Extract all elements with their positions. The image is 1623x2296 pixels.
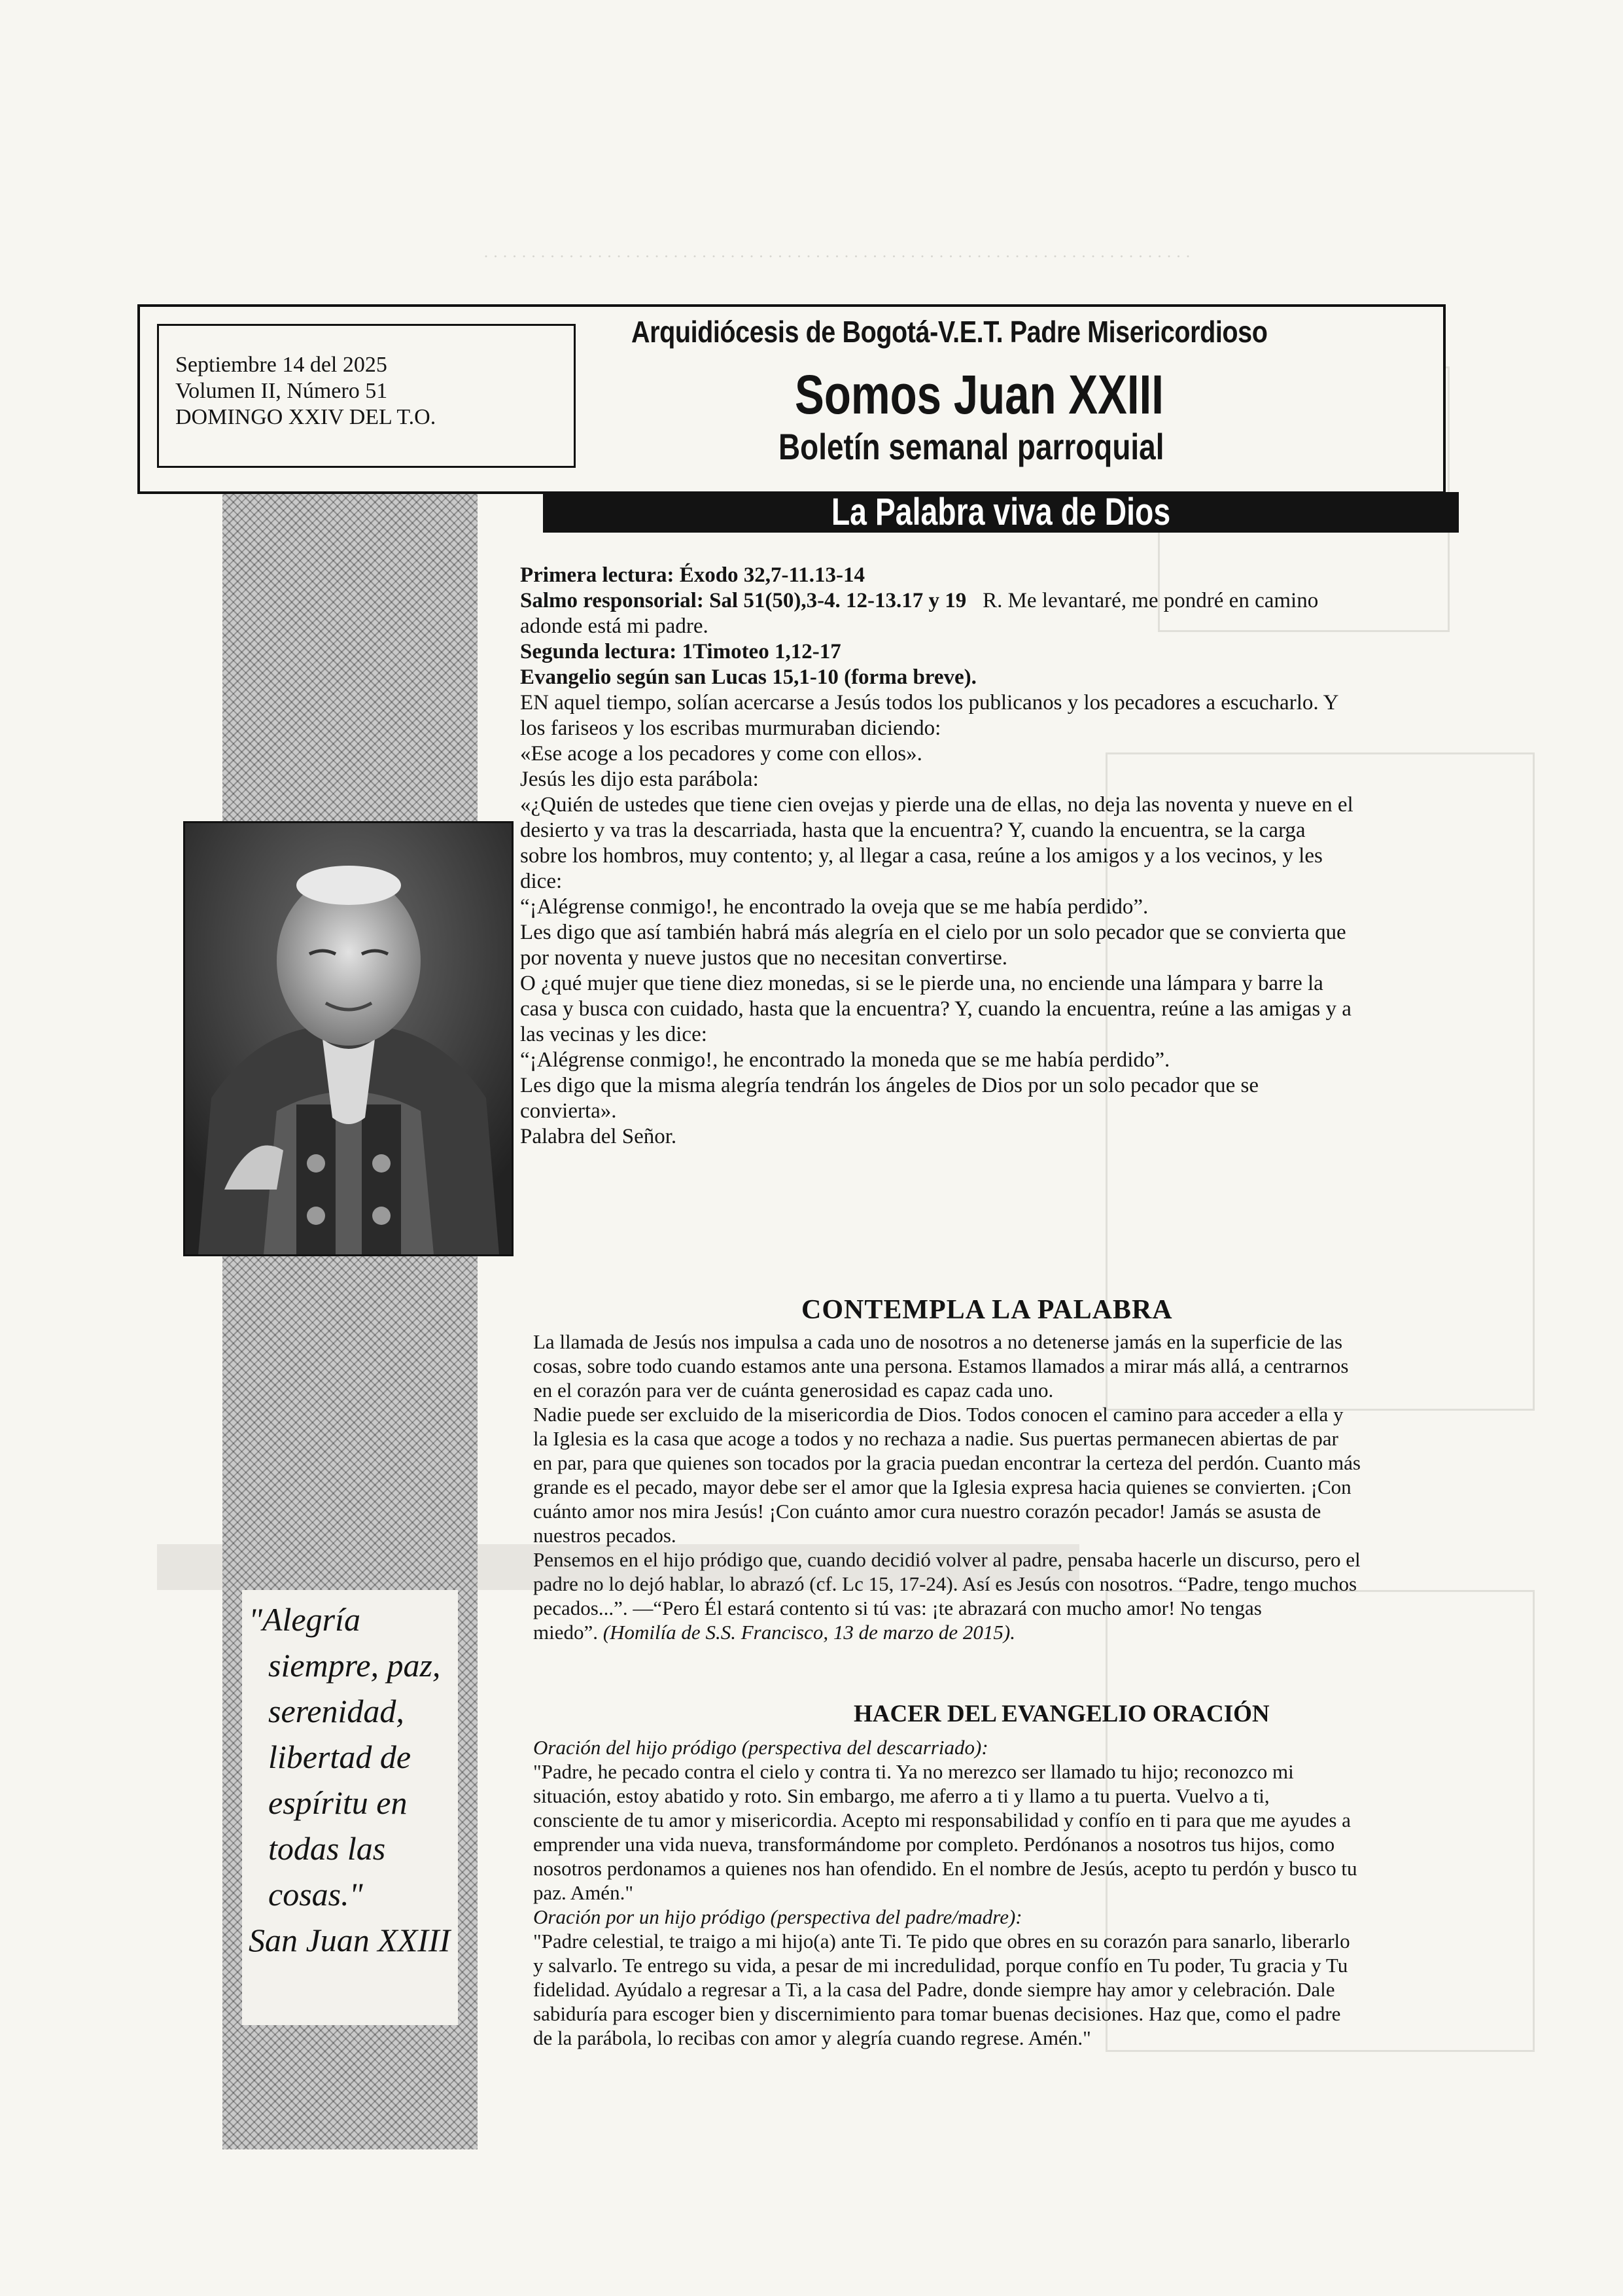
- contempla-line: cosas, sobre todo cuando estamos ante una persona. Estamos llamados a mirar más allá, a centrarnos: [533, 1354, 1349, 1377]
- portrait-photo: [183, 821, 514, 1256]
- gospel-line: “¡Alégrense conmigo!, he encontrado la oveja que se me había perdido”.: [520, 895, 1149, 919]
- quote-author: San Juan XXIII: [249, 1922, 451, 1958]
- gospel-line: «¿Quién de ustedes que tiene cien ovejas y pierde una de ellas, no deja las noventa y nueve en el: [520, 793, 1353, 817]
- quote-line: serenidad,: [268, 1693, 404, 1729]
- bleed-through-text: . . . . . . . . . . . . . . . . . . . . . . . . . . . . . . . . . . . . . . . . . . . . . . . . . . . . . . . . . . . . . . . . . . . . . . . . . . .: [483, 243, 1191, 261]
- palabra-banner-title: La Palabra viva de Dios: [831, 491, 1171, 533]
- pope-quote: [249, 1597, 471, 1963]
- quote-line: todas las: [268, 1830, 386, 1867]
- psalm-response: R. Me levantaré, me pondré en camino: [983, 589, 1319, 612]
- oracion-body: [533, 1735, 1357, 2050]
- contempla-body: [533, 1330, 1361, 1644]
- prayer1-line: paz. Amén.": [533, 1881, 633, 1904]
- gospel-line: desierto y va tras la descarriada, hasta que la encuentra? Y, cuando la encuentra, se la carga: [520, 819, 1306, 842]
- bulletin-title: Somos Juan XXIII: [795, 364, 1164, 425]
- gospel-line: Palabra del Señor.: [520, 1125, 677, 1148]
- psalm-response-cont: adonde está mi padre.: [520, 614, 708, 638]
- gospel-line: las vecinas y les dice:: [520, 1023, 707, 1046]
- gospel-line: casa y busca con cuidado, hasta que la encuentra? Y, cuando la encuentra, reúne a las amigas y a: [520, 997, 1352, 1021]
- contempla-line: Pensemos en el hijo pródigo que, cuando decidió volver al padre, pensaba hacerle un discurso, pero el: [533, 1548, 1361, 1571]
- archdiocese-line: Arquidiócesis de Bogotá-V.E.T. Padre Misericordioso: [631, 315, 1268, 349]
- quote-line: libertad de: [268, 1739, 411, 1775]
- prayer2-line: y salvarlo. Te entrego su vida, a pesar de mi incredulidad, porque confío en Tu poder, Tu gracia y Tu: [533, 1954, 1348, 1977]
- issue-info-box: [157, 324, 576, 468]
- gospel-line: Jesús les dijo esta parábola:: [520, 768, 759, 791]
- readings-section: [520, 563, 1353, 1150]
- contempla-title: CONTEMPLA LA PALABRA: [801, 1295, 1173, 1325]
- contempla-line: nuestros pecados.: [533, 1524, 676, 1547]
- issue-volume: Volumen II, Número 51: [175, 379, 388, 403]
- prayer2-line: "Padre celestial, te traigo a mi hijo(a) ante Ti. Te pido que obres en su corazón para sanarlo, liberarlo: [533, 1930, 1350, 1952]
- quote-line: cosas.": [268, 1876, 363, 1913]
- prayer1-heading: Oración del hijo pródigo (perspectiva del descarriado):: [533, 1736, 988, 1759]
- gospel-line: EN aquel tiempo, solían acercarse a Jesús todos los publicanos y los pecadores a escucharlo. Y: [520, 691, 1339, 715]
- gospel-line: Les digo que así también habrá más alegría en el cielo por un solo pecador que se convierta que: [520, 921, 1346, 944]
- pope-portrait-image: [185, 823, 512, 1254]
- first-reading: Primera lectura: Éxodo 32,7-11.13-14: [520, 563, 865, 587]
- homily-citation: (Homilía de S.S. Francisco, 13 de marzo de 2015).: [602, 1621, 1015, 1644]
- issue-sunday: DOMINGO XXIV DEL T.O.: [175, 405, 436, 429]
- prayer1-line: emprender una vida nueva, transformándome por completo. Perdónanos a nosotros tus hijos, como: [533, 1833, 1335, 1856]
- prayer2-heading: Oración por un hijo pródigo (perspectiva del padre/madre):: [533, 1905, 1022, 1928]
- bulletin-subtitle: Boletín semanal parroquial: [778, 426, 1164, 467]
- gospel-line: «Ese acoge a los pecadores y come con ellos».: [520, 742, 922, 766]
- contempla-line: Nadie puede ser excluido de la misericordia de Dios. Todos conocen el camino para acceder a ella y: [533, 1403, 1344, 1426]
- contempla-line: miedo”.: [533, 1621, 598, 1644]
- quote-line: siempre, paz,: [268, 1647, 441, 1684]
- quote-line: espíritu en: [268, 1784, 408, 1821]
- prayer2-line: fidelidad. Ayúdalo a regresar a Ti, a la casa del Padre, donde siempre hay amor y celebración. Dale: [533, 1978, 1335, 2001]
- gospel-line: convierta».: [520, 1099, 617, 1123]
- psalm-label: Salmo responsorial: Sal 51(50),3-4. 12-13.17 y 19: [520, 589, 967, 612]
- prayer1-line: consciente de tu amor y misericordia. Acepto mi responsabilidad y confío en ti para que me ayudes a: [533, 1809, 1351, 1831]
- contempla-line: en par, para que quienes son tocados por la gracia puedan encontrar la certeza del perdón. Cuanto más: [533, 1451, 1361, 1474]
- prayer2-line: de la parábola, lo recibas con amor y alegría cuando regrese. Amén.": [533, 2026, 1091, 2049]
- contempla-line: pecados...”. —“Pero Él estará contento si tú vas: ¡te abrazará con mucho amor! No tengas: [533, 1597, 1262, 1619]
- prayer1-line: situación, estoy abatido y roto. Sin embargo, me aferro a ti y llamo a tu puerta. Vuelvo a ti,: [533, 1784, 1270, 1807]
- gospel-line: dice:: [520, 870, 563, 893]
- contempla-line: grande es el pecado, mayor debe ser el amor que la Iglesia expresa hacia quienes se convierten. ¡Con: [533, 1475, 1352, 1498]
- gospel-line: los fariseos y los escribas murmuraban diciendo:: [520, 716, 941, 740]
- gospel-line: por noventa y nueve justos que no necesitan convertirse.: [520, 946, 1008, 970]
- contempla-line: padre no lo dejó hablar, lo abrazó (cf. Lc 15, 17-24). Así es Jesús con nosotros. “Padre, tengo muchos: [533, 1572, 1357, 1595]
- contempla-line: la Iglesia es la casa que acoge a todos y no rechaza a nadie. Sus puertas permanecen abiertas de par: [533, 1427, 1338, 1450]
- gospel-line: sobre los hombros, muy contento; y, al llegar a casa, reúne a los amigos y a los vecinos, y les: [520, 844, 1323, 868]
- contempla-line: La llamada de Jesús nos impulsa a cada uno de nosotros a no detenerse jamás en la superficie de las: [533, 1330, 1343, 1353]
- gospel-reading: Evangelio según san Lucas 15,1-10 (forma breve).: [520, 665, 977, 689]
- oracion-title: HACER DEL EVANGELIO ORACIÓN: [854, 1701, 1270, 1727]
- contempla-line: cuánto amor nos mira Jesús! ¡Con cuánto amor cura nuestro corazón pecador! Jamás se asusta de: [533, 1500, 1321, 1523]
- issue-date: Septiembre 14 del 2025: [175, 353, 387, 377]
- gospel-line: O ¿qué mujer que tiene diez monedas, si se le pierde una, no enciende una lámpara y barre la: [520, 972, 1323, 995]
- gospel-line: “¡Alégrense conmigo!, he encontrado la moneda que se me había perdido”.: [520, 1048, 1170, 1072]
- prayer1-line: "Padre, he pecado contra el cielo y contra ti. Ya no merezco ser llamado tu hijo; reconozco mi: [533, 1760, 1294, 1783]
- prayer1-line: nosotros perdonamos a quienes nos han ofendido. En el nombre de Jesús, acepto tu perdón y busco tu: [533, 1857, 1357, 1880]
- quote-line: "Alegría: [249, 1601, 360, 1638]
- second-reading: Segunda lectura: 1Timoteo 1,12-17: [520, 640, 841, 663]
- prayer2-line: sabiduría para escoger bien y discernimiento para tomar buenas decisiones. Haz que, como el padre: [533, 2002, 1341, 2025]
- gospel-line: Les digo que la misma alegría tendrán los ángeles de Dios por un solo pecador que se: [520, 1074, 1259, 1097]
- contempla-line: en el corazón para ver de cuánta generosidad es capaz cada uno.: [533, 1379, 1054, 1402]
